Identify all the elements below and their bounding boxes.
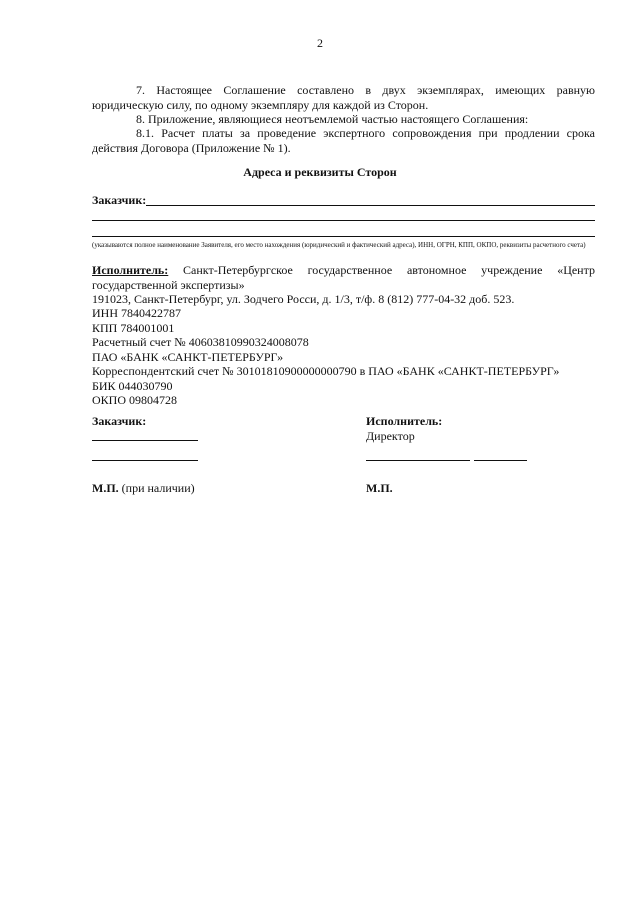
executor-kpp: КПП 784001001 <box>92 321 175 335</box>
executor-bank: ПАО «БАНК «САНКТ-ПЕТЕРБУРГ» <box>92 350 284 364</box>
customer-sign-line-2 <box>92 460 198 461</box>
customer-stamp-text: М.П. (при наличии) <box>92 481 195 495</box>
executor-label: Исполнитель: <box>92 263 169 277</box>
executor-bik: БИК 044030790 <box>92 379 173 393</box>
signature-executor-position: Директор <box>366 429 415 443</box>
customer-line-1 <box>146 205 595 206</box>
customer-line-2 <box>92 220 595 221</box>
paragraph-8-text: 8. Приложение, являющиеся неотъемлемой частью настоящего Соглашения: <box>136 112 529 126</box>
executor-sign-line <box>366 460 470 461</box>
executor-account: Расчетный счет № 40603810990324008078 <box>92 335 309 349</box>
customer-stamp <box>92 481 195 496</box>
executor-corr-account: Корреспондентский счет № 30101810900000000790 в ПАО «БАНК «САНКТ-ПЕТЕРБУРГ» <box>92 364 560 378</box>
paragraph-8-1 <box>92 126 595 155</box>
customer-label: Заказчик: <box>92 193 147 207</box>
executor-inn: ИНН 7840422787 <box>92 306 181 320</box>
executor-name-line <box>474 460 527 461</box>
paragraph-7 <box>92 83 595 112</box>
executor-address: 191023, Санкт-Петербург, ул. Зодчего Росси, д. 1/3, т/ф. 8 (812) 777-04-32 доб. 523. <box>92 292 515 306</box>
executor-okpo: ОКПО 09804728 <box>92 393 178 407</box>
page-number: 2 <box>317 36 323 50</box>
signature-executor-label: Исполнитель: <box>366 414 443 428</box>
executor-block <box>92 263 595 292</box>
section-title: Адреса и реквизиты Сторон <box>243 165 397 179</box>
executor-stamp: М.П. <box>366 481 393 495</box>
paragraph-8 <box>92 112 595 127</box>
customer-hint: (указываются полное наименование Заявителя, его место нахождения (юридический и фактический адреса), ИНН, ОГРН, КПП, ОКПО, реквизиты расчетного счета) <box>92 241 586 249</box>
signature-customer-label: Заказчик: <box>92 414 147 428</box>
executor-name: Санкт-Петербургское государственное автономное учреждение «Центр государственной экспертизы» <box>92 263 595 292</box>
paragraph-8-1-text: 8.1. Расчет платы за проведение экспертного сопровождения при продлении срока действия Договора (Приложение № 1). <box>92 126 595 155</box>
paragraph-7-text: 7. Настоящее Соглашение составлено в двух экземплярах, имеющих равную юридическую силу, по одному экземпляру для каждой из Сторон. <box>92 83 595 112</box>
customer-sign-line-1 <box>92 440 198 441</box>
customer-line-3 <box>92 236 595 237</box>
